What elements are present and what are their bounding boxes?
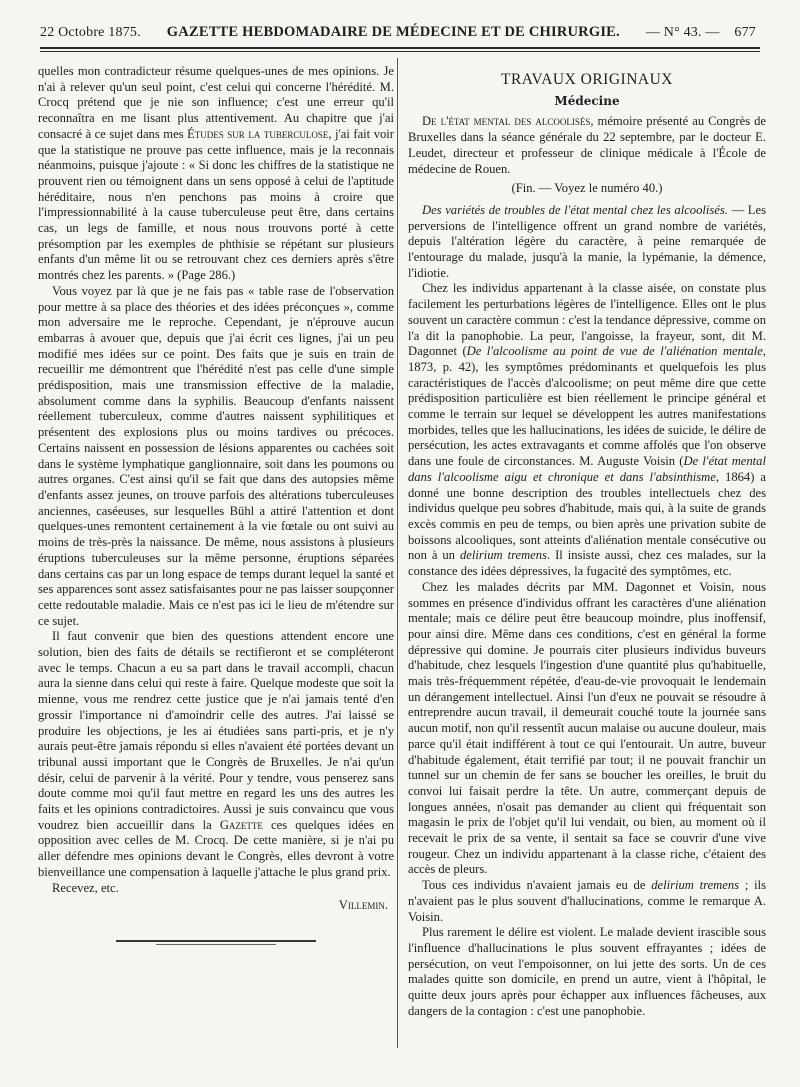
header-journal-title: GAZETTE HEBDOMADAIRE DE MÉDECINE ET DE CHIRURGIE.: [166, 24, 620, 40]
left-paragraph-2: Vous voyez par là que je ne fais pas « table rase de l'observation pour mettre à sa place des théories et des idées préconçues », comme mon adversaire me le reproche. Cependant, je n'éprouve aucun embarras à avouer que, depuis que j'ai écrit ces lignes, j'ai un peu modifié mes idées sur ce point. Des faits que je suis en train de recueillir me démontrent que l'hérédité n'est pas celle d'une simple prédisposition, mais une transmission effective de la maladie, absolument comme dans la syphilis. Beaucoup d'enfants naissent réellement tuberculeux, comme d'autres naissent syphilitiques et présentent des explosions plus ou moins tardives ou précoces. Certains naissent en possession de lésions apparentes ou cachées soit dans le système lymphatique ganglionnaire, soit dans les poumons ou autres organes. C'est ainsi qu'il se fait que dans des autopsies même d'enfants assez jeunes, on trouve parfois des altérations tuberculeuses anciennes, caséeuses, sur lesquelles Bühl a attiré l'attention et dont quelques-unes remontent certainement à la vie fœtale ou ont suivi au moins de très-près la naissance. De même, nous assistons à plusieurs éruptions tuberculeuses sur la même personne, éruptions séparées dans certains cas par un long espace de temps durant lequel la santé et ses apparences sont assez satisfaisantes pour ne pas laisser soupçonner cette redoutable maladie. Mais ce n'est pas ici le lieu de m'étendre sur ce sujet.: [38, 283, 394, 628]
end-rule: [116, 940, 316, 942]
column-divider: [397, 58, 398, 1048]
header-page-number: 677: [734, 25, 756, 40]
right-paragraph-1: Des variétés de troubles de l'état mental chez les alcoolisés. — Les perversions de l'intelligence offrent un grand nombre de variétés, depuis l'altération légère du caractère, à peine remarquée de l'entourage du malade, jusqu'à la manie, la lypémanie, la démence, l'idiotie.: [408, 202, 766, 280]
page-header: [40, 24, 756, 46]
section-title: TRAVAUX ORIGINAUX: [501, 71, 673, 88]
left-column: [38, 64, 394, 942]
left-paragraph-3: Il faut convenir que bien des questions attendent encore une solution, bien des faits de détails se rectifieront et se compléteront avec le temps. Chacun a eu sa part dans le travail accompli, chacun aura la sienne dans celui qui reste à faire. Quelque modeste que soit la mienne, vous me rendrez cette justice que je n'ai jamais tenté d'en grossir l'importance ni d'amoindrir celle des autres. J'ai laissé se produire les objections, je les ai étudiées sans parti-pris, et je n'y aurais peut-être jamais répondu si elles n'avaient été portées devant un tribunal aussi important que le Congrès de Bruxelles. Je n'ai qu'un désir, celui de parvenir à la vérité. Pour y tendre, vous penserez sans doute comme moi qu'il faut mettre en regard les uns des autres les faits et les opinions contradictoires. Aussi je suis convaincu que vous voudrez bien accueillir dans la Gazette ces quelques idées en opposition avec celles de M. Crocq. De cette manière, si je n'ai pu aller défendre mes opinions devant le Congrès, elles devront à votre bienveillance une compensation à laquelle j'attache le plus grand prix.: [38, 629, 394, 879]
header-issue-page: [646, 25, 756, 41]
header-date: 22 Octobre 1875.: [40, 25, 141, 40]
book-title: Études sur la tuberculose: [187, 126, 329, 141]
right-paragraph-2: Chez les individus appartenant à la classe aisée, on constate plus facilement les perturbations légères de l'intelligence. Elles ont le plus souvent un caractère commun : c'est la tendance dépressive, comme on l'a dit la panophobie. La peur, l'angoisse, la frayeur, sont, dit M. Dagonnet (De l'alcoolisme au point de vue de l'aliénation mentale, 1873, p. 42), les symptômes prédominants et quelquefois les plus caractéristiques de l'accès d'alcoolisme; on peut même dire que cette prédisposition particulière est bien réellement le principe général et comme le terrain sur lequel se développent les autres manifestations morbides, telles que les hallucinations, les idées de suicide, le délire de persécution, les actes extravagants et comme affolés que l'on observe dans une foule de circonstances. M. Auguste Voisin (De l'état mental dans l'alcoolisme aigu et chronique et dans l'absinthisme, 1864) a donné une bonne description des troubles intellectuels chez des individus quelque peu sobres d'habitude, mais qui, à la suite de grands excès commis en peu de temps, ou bien après une privation subite de boissons alcooliques, sont atteints d'aliénation mentale consécutive ou non à un delirium tremens. Il insiste aussi, chez ces malades, sur la constance des idées dépressives, la fugacité des symptômes, etc.: [408, 281, 766, 579]
right-paragraph-4: Tous ces individus n'avaient jamais eu de delirium tremens ; ils n'avaient pas le plus souvent d'hallucinations, comme le remarque A. Voisin.: [408, 878, 767, 924]
article-heading: De l'état mental des alcoolisés, mémoire présenté au Congrès de Bruxelles dans la séance générale du 22 septembre, par le docteur E. Leudet, directeur et professeur de clinique médicale à l'École de médecine de Rouen.: [408, 114, 766, 176]
article-title: De l'état mental des alcoolisés: [422, 114, 591, 129]
header-rule: [40, 47, 760, 52]
continuation-note: (Fin. — Voyez le numéro 40.): [511, 181, 663, 196]
header-issue: — N° 43. —: [645, 25, 720, 40]
author-signature: Villemin.: [338, 898, 388, 913]
closing-line: Recevez, etc.: [52, 880, 119, 895]
right-paragraph-5: Plus rarement le délire est violent. Le malade devient irascible sous l'influence d'hallucinations le plus souvent effrayantes ; idées de persécution, on veut l'empoisonner, on lui jette des sorts. Un de ces malades quitte son domicile, en prend un autre, vient à l'hôpital, le quitte deux jours après pour échapper aux influences fâcheuses, aux dangers de la contagion : c'est une panophobie.: [408, 925, 766, 1018]
paragraph-heading: Des variétés de troubles de l'état mental chez les alcoolisés.: [422, 202, 728, 217]
right-column: [408, 64, 766, 1019]
right-paragraph-3: Chez les malades décrits par MM. Dagonnet et Voisin, nous sommes en présence d'individus offrant les caractères d'une aliénation mentale; mais ce délire peut être beaucoup moindre, plus inoffensif, pour ainsi dire. Même dans ces conditions, c'est en général la forme dépressive qui domine. Je pourrais citer plusieurs individus buveurs d'habitude, chez lesquels l'ingestion d'une quantité plus qu'habituelle, mais très-fréquemment répétée, d'eau-de-vie provoquait le lendemain un dérangement intellectuel. Ainsi l'un d'eux ne pouvait se résoudre à entreprendre aucun travail, il demeurait couché toute la journée sans aucun motif, non qu'il ressentît aucun malaise ou aucune douleur, mais parce qu'il était indifférent à tout ce qui l'entourait. Un autre, buveur d'habitude également, était terrifié par tout; il ne pouvait franchir un tunnel sur un chemin de fer sans se boucher les oreilles, le bruit du convoi lui faisait perdre la tête. Un autre, commerçant depuis de longues années, n'osait pas demander au client qui fréquentait son magasin le prix de l'objet qu'il lui vendait, ou bien, au moment où il recevait le prix de sa vente, il sentait sa face se couvrir d'une vive rougeur. Chez un individu appartenant à la classe riche, c'étaient des accès de pleurs.: [408, 579, 766, 877]
left-paragraph-1: quelles mon contradicteur résume quelques-unes de mes opinions. Je n'ai à relever qu'un seul point, c'est celui qui concerne l'hérédité. M. Crocq prétend que je nie son influence; c'est une erreur qu'il reconnaîtra en me lisant plus attentivement. Au chapitre que j'ai consacré à ce sujet dans mes Études sur la tuberculose, j'ai fait voir que la statistique ne prouve pas cette influence, mais je la reconnais néanmoins, puisque j'ajoute : « Si donc les chiffres de la statistique ne prouvent rien ou témoignent dans un sens opposé à celui de l'aptitude héréditaire, nous n'en penchons pas moins à croire que l'impressionnabilité à la cause tuberculeuse peut être, dans certains cas, un legs de famille, et nous nous trouvons porté à cette présomption par les exemples de phthisie se répétant sur plusieurs enfants d'un même lit ou se retrouvant chez ces derniers après s'être montrés chez les parents. » (Page 286.): [38, 64, 394, 283]
gazette-name: Gazette: [219, 817, 263, 832]
subsection-title: Médecine: [554, 93, 620, 108]
